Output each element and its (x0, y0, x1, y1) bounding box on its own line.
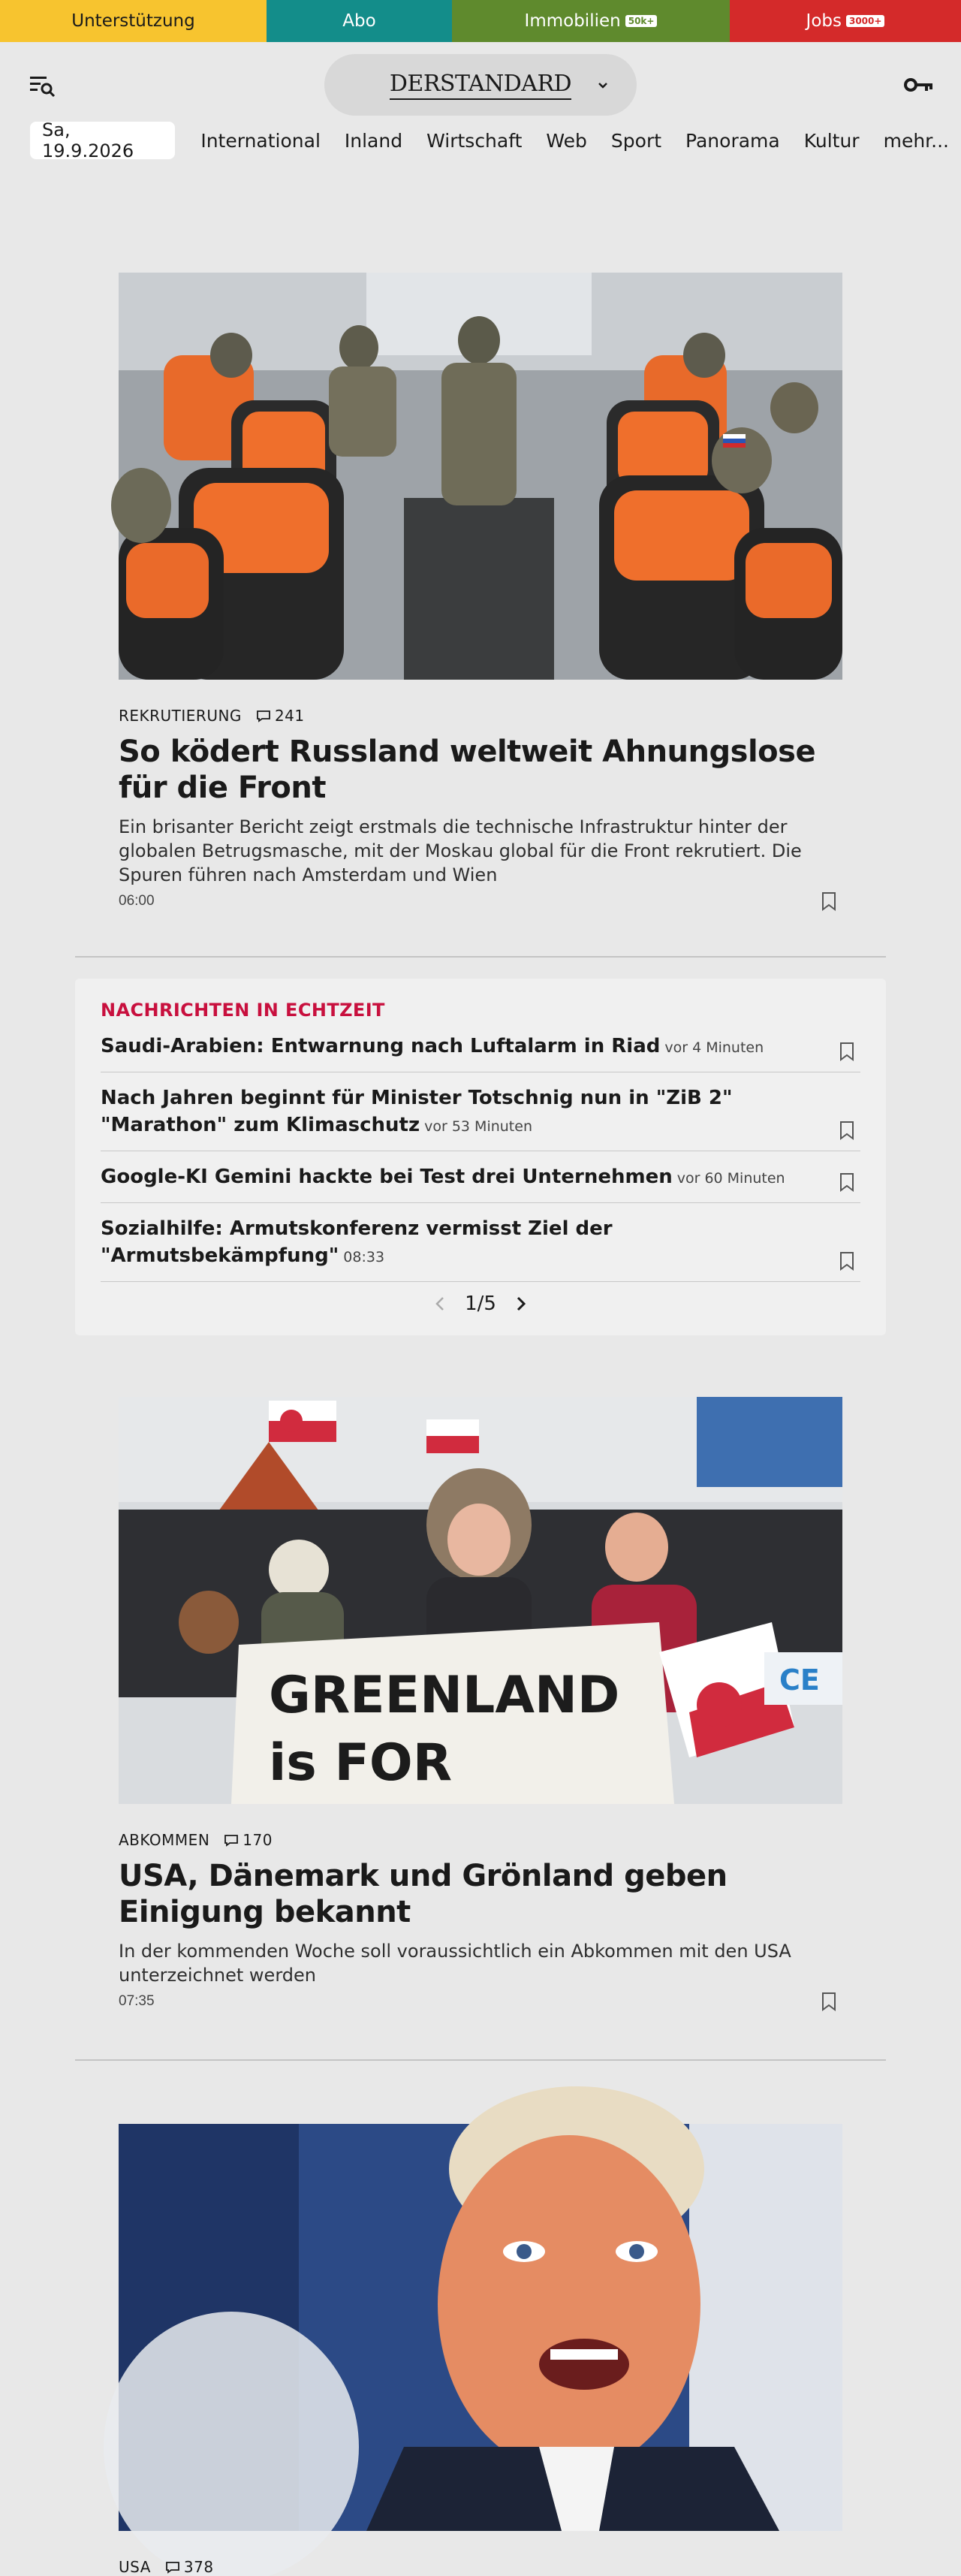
nav-item-kultur[interactable]: Kultur (803, 129, 860, 152)
article-headline[interactable]: So ködert Russland weltweit Ahnungslose für die Front (119, 734, 816, 805)
article-image-trump-portrait[interactable] (119, 2124, 842, 2531)
article-headline[interactable]: USA, Dänemark und Grönland geben Einigung bekannt (119, 1859, 728, 1929)
jobs-count-badge: 3000+ (846, 15, 884, 27)
nav-item-inland[interactable]: Inland (344, 129, 403, 152)
chevron-right-icon[interactable] (511, 1295, 529, 1313)
immobilien-count-badge: 50k+ (625, 15, 658, 27)
live-news-headline[interactable]: Google-KI Gemini hackte bei Test drei Unternehmen (101, 1166, 673, 1188)
comment-count[interactable]: 170 (243, 1831, 273, 1849)
date-chip: Sa, 19.9.2026 (30, 122, 175, 159)
article-teaser-text: Ein brisanter Bericht zeigt erstmals die technische Infrastruktur hinter der globalen Betrugsmasche, mit der Moskau global für die Front rekrutiert. Die Spuren führen nach Amsterdam und Wien (119, 816, 802, 885)
support-label: Unterstützung (71, 11, 195, 31)
nav-item-sport[interactable]: Sport (610, 129, 662, 152)
article-meta (119, 707, 842, 725)
top-service-bar (0, 0, 961, 42)
bookmark-icon[interactable] (821, 891, 836, 911)
live-news-item[interactable] (101, 1203, 860, 1282)
chevron-down-icon (595, 77, 611, 93)
live-news-headline[interactable]: Sozialhilfe: Armutskonferenz vermisst Ziel der "Armutsbekämpfung" (101, 1217, 613, 1267)
live-news-box (75, 979, 886, 1335)
article-image-bus-soldiers[interactable] (119, 273, 842, 680)
immobilien-link[interactable] (452, 0, 730, 42)
live-news-pager (101, 1293, 860, 1315)
jobs-link[interactable] (730, 0, 961, 42)
article-kicker: REKRUTIERUNG (119, 707, 242, 725)
comment-count[interactable]: 378 (183, 2558, 214, 2576)
live-news-time: vor 53 Minuten (424, 1118, 532, 1135)
article-footer (119, 891, 842, 911)
chevron-left-icon[interactable] (432, 1295, 450, 1313)
live-news-headline[interactable]: Saudi-Arabien: Entwarnung nach Luftalarm in Riad (101, 1035, 661, 1057)
jobs-label: Jobs (806, 11, 842, 31)
comment-icon (223, 1833, 239, 1847)
abo-label: Abo (342, 11, 376, 31)
logo: DERSTANDARD (390, 71, 571, 100)
nav-item-wirtschaft[interactable]: Wirtschaft (426, 129, 523, 152)
comment-icon (255, 709, 272, 722)
live-news-item[interactable] (101, 1072, 860, 1151)
live-news-item[interactable] (101, 1151, 860, 1203)
article-teaser[interactable] (119, 273, 842, 911)
article-teaser[interactable] (119, 1397, 842, 2011)
nav-item-web[interactable]: Web (546, 129, 587, 152)
logo-menu-button[interactable] (324, 54, 637, 116)
banner-text-line-2: is FOR (269, 1733, 453, 1793)
section-nav (30, 119, 961, 161)
live-news-time: 08:33 (343, 1249, 385, 1265)
bookmark-icon[interactable] (839, 1251, 854, 1271)
bookmark-icon[interactable] (839, 1042, 854, 1061)
live-news-time: vor 60 Minuten (676, 1170, 785, 1187)
login-key-icon[interactable] (904, 75, 934, 95)
article-footer (119, 1992, 842, 2011)
abo-link[interactable] (267, 0, 452, 42)
section-divider (75, 956, 886, 958)
bookmark-icon[interactable] (839, 1172, 854, 1192)
live-news-title: NACHRICHTEN IN ECHTZEIT (101, 1000, 385, 1021)
menu-search-icon[interactable] (29, 72, 57, 99)
live-news-item[interactable] (101, 1021, 860, 1072)
article-meta (119, 1831, 842, 1849)
comment-icon (164, 2560, 181, 2574)
article-time: 07:35 (119, 1993, 155, 2009)
immobilien-label: Immobilien (524, 11, 621, 31)
pager-count: 1/5 (465, 1293, 496, 1315)
nav-item-international[interactable]: International (200, 129, 321, 152)
bookmark-icon[interactable] (839, 1121, 854, 1140)
section-divider (75, 2059, 886, 2061)
site-header (0, 42, 961, 128)
article-kicker: ABKOMMEN (119, 1831, 210, 1849)
sign-text-ce: CE (779, 1664, 820, 1697)
article-image-greenland-protest[interactable] (119, 1397, 842, 1804)
article-time: 06:00 (119, 893, 155, 909)
bookmark-icon[interactable] (821, 1992, 836, 2011)
comment-count[interactable]: 241 (274, 707, 305, 725)
article-teaser-text: In der kommenden Woche soll voraussichtlich ein Abkommen mit den USA unterzeichnet werden (119, 1941, 791, 1986)
article-kicker: USA (119, 2558, 151, 2576)
article-teaser[interactable] (119, 2124, 842, 2576)
live-news-headline[interactable]: Nach Jahren beginnt für Minister Totschnig nun in "ZiB 2" "Marathon" zum Klimaschutz (101, 1087, 733, 1136)
live-news-time: vor 4 Minuten (664, 1039, 764, 1056)
nav-item-mehr[interactable]: mehr... (883, 129, 949, 152)
banner-text-line-1: GREENLAND (269, 1666, 620, 1725)
nav-item-panorama[interactable]: Panorama (685, 129, 780, 152)
support-link[interactable] (0, 0, 267, 42)
